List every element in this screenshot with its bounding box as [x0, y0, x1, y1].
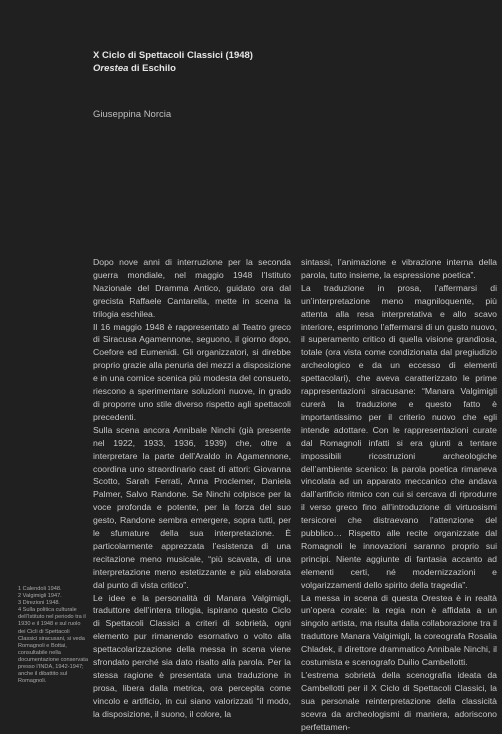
- footnote: 2 Valgimigli 1947.: [18, 593, 62, 600]
- play-title: Orestea: [93, 63, 129, 74]
- paragraph: Le idee e la personalità di Manara Valgimigli, traduttore dell’intera trilogia, ispirano questo Ciclo di Spettacoli Classici a criteri di sobrietà, ogni elemento pur rimanendo esornativo o volto alla spettacolarizzazione della messa in scena viene sfrondato perché sia dato risalto alla parola. Per la stessa ragione è presentata una traduzione in prosa, libera dalla metrica, ora percepita come vincolo e artificio, in cui siano valorizzati “il modo, la disposizione, il suono, il colore, la: [93, 592, 291, 719]
- paragraph: sintassi, l’animazione e vibrazione interna della parola, tutto insieme, la espressione poetica”.: [301, 257, 497, 280]
- text-column-left: [93, 256, 291, 721]
- paragraph: La messa in scena di questa Orestea è in realtà un’opera corale: la regia non è affidata a un singolo artista, ma risulta dalla collaborazione tra il traduttore Manara Valgimigli, la coreografa Rosalia Chladek, il direttore drammatico Annibale Ninchi, il costumista e scenografo Duilio Cambellotti.: [301, 592, 497, 668]
- text-column-right: [301, 256, 497, 734]
- chapter-title: X Ciclo di Spettacoli Classici (1948): [93, 50, 253, 61]
- footnote: 4 Sulla politica culturale dell’Istituto nel periodo tra il 1930 e il 1948 e sul ruolo dei Cicli di Spettacoli Classici siracusani, si veda Romagnoli e Bottai, consultabile nella documentazione conservata presso l’INDA, 1942-1947; anche il dibattito sul Romagnoli.: [18, 607, 88, 685]
- paragraph: Il 16 maggio 1948 è rappresentato al Teatro greco di Siracusa Agamennone, seguono, il giorno dopo, Coefore ed Eumenidi. Gli organizzatori, si direbbe proprio grazie alla penuria dei mezzi a disposizione e in una cornice scenica più modesta del consueto, riescono a sperimentare soluzioni nuove, in grado di proporre uno stile diverso rispetto agli spettacoli precedenti.: [93, 321, 291, 422]
- chapter-header: [93, 49, 393, 75]
- paragraph: L’estrema sobrietà della scenografia ideata da Cambellotti per il X Ciclo di Spettacoli Classici, la sua personale reinterpretazione della classicità scevra da archeologismi di maniera, adoriscono perfettamen-: [301, 670, 497, 732]
- footnote: 3 Direzioni 1948.: [18, 600, 60, 607]
- footnotes: [18, 586, 88, 685]
- article-author: Giuseppina Norcia: [93, 109, 172, 120]
- chapter-subtitle: [93, 62, 393, 75]
- paragraph: Dopo nove anni di interruzione per la seconda guerra mondiale, nel maggio 1948 l’Istituto Nazionale del Dramma Antico, guidato ora dal grecista Raffaele Cantarella, mette in scena la trilogia eschilea.: [93, 257, 291, 319]
- paragraph: Sulla scena ancora Annibale Ninchi (già presente nel 1922, 1933, 1936, 1939) che, oltre a interpretare la parte dell’Araldo in Agamennone, coordina uno straordinario cast di attori: Giovanna Scotto, Sarah Ferrati, Anna Proclemer, Daniela Palmer, Salvo Randone. Se Ninchi colpisce per la voce profonda e potente, per la forza del suo gesto, Randone sembra emergere, sopra tutti, per le sfumature della sua interpretazione. È particolarmente apprezzata l’esistenza di una recitazione meno musicale, “più scavata, di una interpretazione meno estetizzante e più elaborata dal punto di vista critico”.: [93, 424, 291, 590]
- footnote: 1 Calendoli 1948.: [18, 586, 62, 592]
- play-author: di Eschilo: [128, 63, 176, 74]
- paragraph: La traduzione in prosa, l’affermarsi di un’interpretazione meno magniloquente, più attenta alla resa interpretativa e allo scavo interiore, esprimono l’affermarsi di un gusto nuovo, il superamento critico di quella visione grandiosa, totale (ora vista come condizionata dal pregiudizio archeologico e da un eccesso di elementi spettacolari), che aveva caratterizzato le prime rappresentazioni siracusane: “Manara Valgimigli curerà la traduzione e questo fatto è importantissimo per il criterio nuovo che egli intende adottare. Con le rappresentazioni curate dal Romagnoli infatti si era giunti a tentare impossibili ricostruzioni archeologiche dell’ambiente scenico: la parola poetica rimaneva vincolata ad un apparato meccanico che andava dall’artificio ritmico con cui si cercava di riprodurre il verso greco fino all’introduzione di virtuosismi tersicorei che distraevano l’attenzione del pubblico… Rispetto alle recite organizzate dal Romagnoli le innovazioni saranno proprio sui principi. Niente aggiunte di fantasia accanto ad elementi certi, né modernizzazioni e volgarizzamenti dello spirito della tragedia”.: [301, 282, 497, 590]
